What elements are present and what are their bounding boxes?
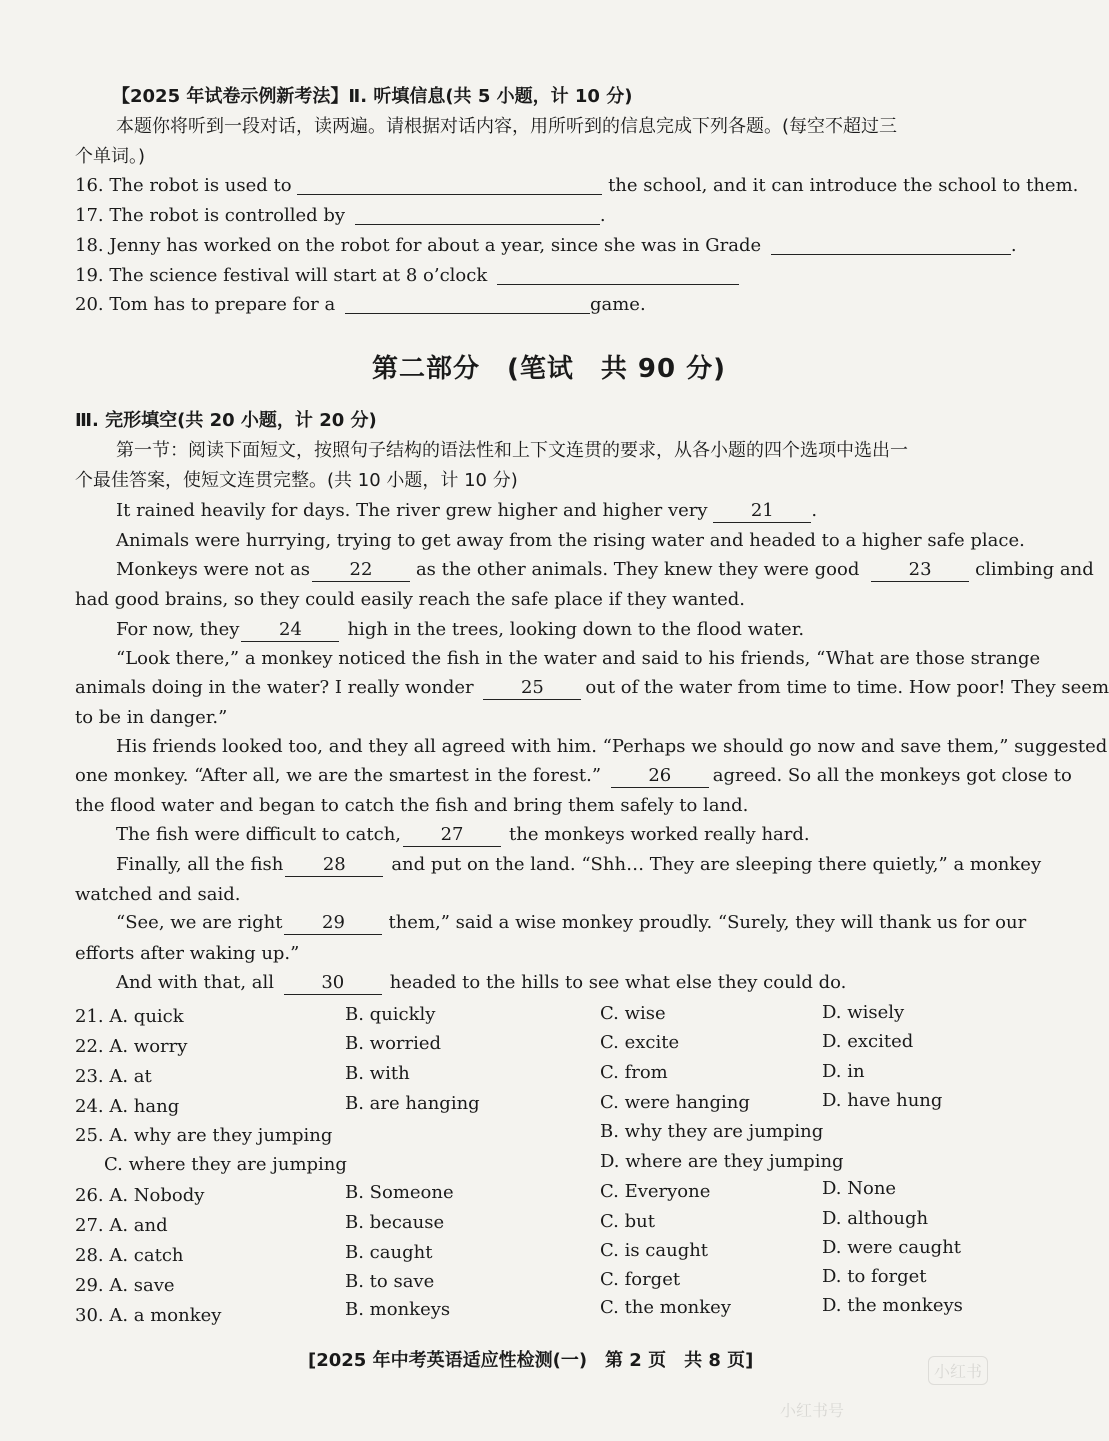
blank-27[interactable] [403,826,501,847]
passage-line-6: “Look there,” a monkey noticed the fish in the water and said to his friends, “What are those strange [116,648,1041,669]
q20-before: 20. Tom has to prepare for a [75,294,336,315]
listening-instruction-line1: 本题你将听到一段对话，读两遍。请根据对话内容，用所听到的信息完成下列各题。(每空不超过三 [116,116,898,137]
passage-text: agreed. So all the monkeys got close to [712,765,1072,786]
blank-25[interactable] [483,679,581,700]
listening-instruction-line2: 个单词。) [75,146,146,167]
option-23-d[interactable]: D. in [822,1061,865,1082]
option-23-b[interactable]: B. with [345,1063,410,1084]
passage-line-5 [116,621,804,642]
passage-text: the monkeys worked really hard. [509,824,810,845]
passage-text: “See, we are right [116,912,283,933]
passage-line-16: efforts after waking up.” [75,943,300,964]
passage-line-8: to be in danger.” [75,707,228,728]
watermark-id: 小红书号 [780,1401,845,1420]
option-28-d[interactable]: D. were caught [822,1237,962,1258]
blank-number: 25 [520,677,544,698]
option-25-b[interactable]: B. why they are jumping [600,1121,824,1142]
option-27-a[interactable]: 27. A. and [75,1215,168,1236]
option-30-a[interactable]: 30. A. a monkey [75,1305,222,1326]
passage-text: Finally, all the fish [116,854,284,875]
passage-line-3 [116,561,1094,582]
blank-number: 24 [279,619,302,640]
option-25-c[interactable]: C. where they are jumping [104,1154,347,1175]
listening-header: 【2025 年试卷示例新考法】Ⅱ. 听填信息(共 5 小题，计 10 分) [112,86,633,107]
passage-line-14: watched and said. [75,884,241,905]
option-28-c[interactable]: C. is caught [600,1240,709,1261]
option-23-a[interactable]: 23. A. at [75,1066,152,1087]
option-26-c[interactable]: C. Everyone [600,1181,711,1202]
passage-text: It rained heavily for days. The river grew higher and higher very [116,500,708,521]
page-footer: [2025 年中考英语适应性检测(一) 第 2 页 共 8 页] [308,1350,754,1371]
blank-24[interactable] [241,621,339,642]
question-20 [75,295,646,314]
blank-number: 22 [349,559,373,580]
question-18 [75,236,1017,255]
blank-28[interactable] [285,856,383,877]
passage-text: and put on the land. “Shh… They are sleeping there quietly,” a monkey [391,854,1042,875]
passage-text: . [811,500,818,521]
option-28-a[interactable]: 28. A. catch [75,1245,184,1266]
option-30-d[interactable]: D. the monkeys [822,1295,963,1316]
passage-line-12 [116,826,810,847]
watermark-logo: 小红书 [928,1356,988,1385]
q19-answer-blank[interactable] [497,266,739,285]
q17-before: 17. The robot is controlled by [75,205,346,226]
blank-number: 23 [908,559,932,580]
option-26-a[interactable]: 26. A. Nobody [75,1185,205,1206]
passage-line-7 [75,679,1109,700]
option-24-a[interactable]: 24. A. hang [75,1096,180,1117]
option-29-a[interactable]: 29. A. save [75,1275,175,1296]
option-22-b[interactable]: B. worried [345,1033,442,1054]
option-27-c[interactable]: C. but [600,1211,655,1232]
passage-text: as the other animals. They knew they were good [415,559,860,580]
option-30-c[interactable]: C. the monkey [600,1297,732,1318]
option-22-d[interactable]: D. excited [822,1031,914,1052]
q17-answer-blank[interactable] [355,206,600,225]
q16-after: the school, and it can introduce the school to them. [608,175,1079,196]
passage-line-17 [116,974,846,995]
q18-after: . [1010,235,1017,256]
blank-22[interactable] [312,561,410,582]
q20-answer-blank[interactable] [345,295,590,314]
passage-line-1 [116,502,817,523]
question-16 [75,176,1078,195]
passage-text: For now, they [116,619,240,640]
cloze-instruction-line1: 第一节：阅读下面短文，按照句子结构的语法性和上下文连贯的要求，从各小题的四个选项中选出一 [116,440,908,461]
option-26-d[interactable]: D. None [822,1178,897,1199]
passage-line-4: had good brains, so they could easily reach the safe place if they wanted. [75,589,746,610]
blank-23[interactable] [871,561,969,582]
passage-text: them,” said a wise monkey proudly. “Surely, they will thank us for our [388,912,1027,933]
passage-text: And with that, all [116,972,275,993]
option-25-a[interactable]: 25. A. why are they jumping [75,1125,333,1146]
passage-line-13 [116,856,1041,877]
q17-after: . [599,205,606,226]
question-19 [75,266,739,285]
option-28-b[interactable]: B. caught [345,1242,433,1263]
question-17 [75,206,606,225]
passage-text: animals doing in the water? I really wonder [75,677,474,698]
q20-after: game. [589,294,646,315]
option-29-b[interactable]: B. to save [345,1271,435,1292]
passage-text: climbing and [975,559,1094,580]
passage-text: Monkeys were not as [116,559,310,580]
option-27-b[interactable]: B. because [345,1212,445,1233]
blank-number: 27 [440,824,464,845]
cloze-section-header: Ⅲ. 完形填空(共 20 小题，计 20 分) [75,410,377,431]
blank-29[interactable] [284,914,382,935]
blank-21[interactable] [713,502,811,523]
q16-before: 16. The robot is used to [75,175,292,196]
option-21-d[interactable]: D. wisely [822,1002,905,1023]
blank-number: 28 [322,854,346,875]
passage-text: out of the water from time to time. How poor! They seem [585,677,1109,698]
passage-line-2: Animals were hurrying, trying to get away from the rising water and headed to a higher safe place. [116,530,1025,551]
option-29-c[interactable]: C. forget [600,1269,681,1290]
option-21-a[interactable]: 21. A. quick [75,1006,184,1027]
blank-number: 30 [321,972,345,993]
option-21-b[interactable]: B. quickly [345,1004,436,1025]
option-22-a[interactable]: 22. A. worry [75,1036,188,1057]
passage-line-11: the flood water and began to catch the fish and bring them safely to land. [75,795,749,816]
q18-answer-blank[interactable] [771,236,1011,255]
q18-before: 18. Jenny has worked on the robot for about a year, since she was in Grade [75,235,762,256]
cloze-instruction-line2: 个最佳答案，使短文连贯完整。(共 10 小题，计 10 分) [75,470,518,491]
passage-text: high in the trees, looking down to the flood water. [347,619,805,640]
option-22-c[interactable]: C. excite [600,1032,680,1053]
option-24-c[interactable]: C. were hanging [600,1092,750,1113]
blank-number: 29 [322,912,345,933]
option-24-d[interactable]: D. have hung [822,1090,943,1111]
passage-line-15 [116,914,1026,935]
blank-26[interactable] [611,767,709,788]
q16-answer-blank[interactable] [297,176,602,195]
passage-text: The fish were difficult to catch, [116,824,402,845]
option-24-b[interactable]: B. are hanging [345,1093,480,1114]
passage-text: headed to the hills to see what else they could do. [389,972,847,993]
option-29-d[interactable]: D. to forget [822,1266,927,1287]
q19-before: 19. The science festival will start at 8 o’clock [75,265,488,286]
option-23-c[interactable]: C. from [600,1062,668,1083]
passage-text: one monkey. “After all, we are the smartest in the forest.” [75,765,602,786]
part2-title: 第二部分 (笔试 共 90 分) [372,354,727,384]
blank-number: 26 [648,765,672,786]
blank-30[interactable] [284,974,382,995]
passage-line-9: His friends looked too, and they all agreed with him. “Perhaps we should go now and save them,” suggested [116,736,1108,757]
option-25-d[interactable]: D. where are they jumping [600,1151,844,1172]
option-30-b[interactable]: B. monkeys [345,1299,451,1320]
option-21-c[interactable]: C. wise [600,1003,666,1024]
blank-number: 21 [750,500,774,521]
passage-line-10 [75,767,1072,788]
option-27-d[interactable]: D. although [822,1208,929,1229]
option-26-b[interactable]: B. Someone [345,1182,454,1203]
